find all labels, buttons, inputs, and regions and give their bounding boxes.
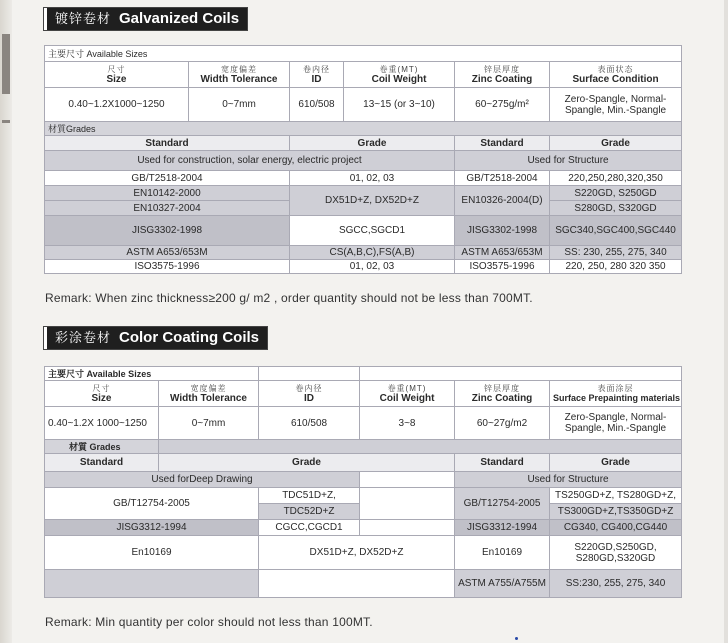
cell-standard: En10169	[45, 536, 259, 570]
cell-size: 0.40~1.2X1000~1250	[45, 88, 189, 122]
col-coil-weight: 卷重(MT) Coil Weight	[344, 62, 455, 88]
cell-standard: EN10142-2000	[45, 186, 290, 201]
col-surface: 表面涂层 Surface Prepainting materials	[550, 381, 682, 407]
sizes-label: 主要尺寸 Available Sizes	[45, 367, 259, 381]
cell-grade: 01, 02, 03	[290, 260, 455, 274]
cell-grade-2: S280GD, S320GD	[550, 201, 682, 216]
cell-grade: DX51D+Z, DX52D+Z	[259, 536, 455, 570]
cell-grade: 01, 02, 03	[290, 171, 455, 186]
col-id: 卷内径 ID	[259, 381, 360, 407]
col-standard: Standard	[45, 454, 159, 472]
col-zinc-coating: 锌层厚度 Zinc Coating	[455, 381, 550, 407]
cell-grade: TDC51D+Z,	[259, 488, 360, 504]
title-cn: 镀锌卷材	[55, 12, 112, 27]
col-grade-2: Grade	[550, 454, 682, 472]
blank-cell	[360, 367, 682, 381]
color-section-title	[44, 327, 267, 349]
cell-coil-weight: 3~8	[360, 407, 455, 440]
grades-label: 材質Grades	[45, 122, 682, 136]
col-zinc-coating: 锌层厚度 Zinc Coating	[455, 62, 550, 88]
col-size: 尺寸 Size	[45, 62, 189, 88]
cell-id: 610/508	[259, 407, 360, 440]
usage-left: Used for construction, solar energy, electric project	[45, 151, 455, 171]
cell-width-tolerance: 0~7mm	[189, 88, 290, 122]
grade-row	[45, 520, 682, 536]
cell-grade-2: TS300GD+Z,TS350GD+Z	[550, 504, 682, 520]
cell-standard-2: ISO3575-1996	[455, 260, 550, 274]
cell-standard-2: GB/T2518-2004	[455, 171, 550, 186]
galvanized-table	[44, 45, 682, 274]
cell-standard: JISG3312-1994	[45, 520, 259, 536]
blank-cell	[259, 367, 360, 381]
cell-grade-2: S220GD, S250GD	[550, 186, 682, 201]
cell-standard-2: JISG3302-1998	[455, 216, 550, 246]
cell-width-tolerance: 0~7mm	[159, 407, 259, 440]
col-grade-2: Grade	[550, 136, 682, 151]
page-edge-strip	[0, 0, 12, 643]
cell-size: 0.40~1.2X 1000~1250	[45, 407, 159, 440]
col-standard-2: Standard	[455, 454, 550, 472]
blank-cell	[259, 570, 455, 598]
grade-row	[45, 260, 682, 274]
col-standard-2: Standard	[455, 136, 550, 151]
cell-standard-2: GB/T12754-2005	[455, 488, 550, 520]
color-remark: Remark: Min quantity per color should not less than 100MT.	[45, 615, 373, 629]
galvanized-section-title	[44, 8, 247, 30]
cell-id: 610/508	[290, 88, 344, 122]
grades-label: 材質 Grades	[45, 440, 159, 454]
usage-row	[45, 151, 682, 171]
cell-grade-2: SS:230, 255, 275, 340	[550, 570, 682, 598]
blank-cell	[45, 570, 259, 598]
cell-standard: ASTM A653/653M	[45, 246, 290, 260]
grade-row	[45, 536, 682, 570]
cell-standard-2: En10169	[455, 536, 550, 570]
cell-zinc-coating: 60~27g/m2	[455, 407, 550, 440]
col-id: 卷内径 ID	[290, 62, 344, 88]
edge-mark	[2, 120, 10, 123]
cell-standard-2: ASTM A755/A755M	[455, 570, 550, 598]
col-coil-weight: 卷重(MT) Coil Weight	[360, 381, 455, 407]
col-surface: 表面状态 Surface Condition	[550, 62, 682, 88]
cell-grade-2: SGC340,SGC400,SGC440	[550, 216, 682, 246]
size-data-row	[45, 88, 682, 122]
grade-row	[45, 570, 682, 598]
usage-left: Used forDeep Drawing	[45, 472, 360, 488]
cell-grade-2: S220GD,S250GD, S280GD,S320GD	[550, 536, 682, 570]
grade-row	[45, 488, 682, 504]
cell-grade-2: 220, 250, 280 320 350	[550, 260, 682, 274]
col-size: 尺寸 Size	[45, 381, 159, 407]
col-grade: Grade	[290, 136, 455, 151]
cell-standard-2: JISG3312-1994	[455, 520, 550, 536]
cell-grade-2: TS250GD+Z, TS280GD+Z,	[550, 488, 682, 504]
grade-row	[45, 186, 682, 201]
cell-standard: JISG3302-1998	[45, 216, 290, 246]
size-data-row	[45, 407, 682, 440]
grade-header-row	[45, 454, 682, 472]
cell-standard: ISO3575-1996	[45, 260, 290, 274]
cell-grade-2: SS: 230, 255, 275, 340	[550, 246, 682, 260]
cell-coil-weight: 13~15 (or 3~10)	[344, 88, 455, 122]
grade-row	[45, 216, 682, 246]
col-standard: Standard	[45, 136, 290, 151]
blank-cell	[360, 520, 455, 536]
ink-speck	[515, 637, 518, 640]
color-table	[44, 366, 682, 598]
cell-standard: GB/T12754-2005	[45, 488, 259, 520]
cell-grade-2: 220,250,280,320,350	[550, 171, 682, 186]
cell-standard-2: ASTM A653/653M	[455, 246, 550, 260]
cell-grade: TDC52D+Z	[259, 504, 360, 520]
col-width-tolerance: 宽度偏差 Width Tolerance	[189, 62, 290, 88]
cell-grade-2: CG340, CG400,CG440	[550, 520, 682, 536]
cell-surface: Zero-Spangle, Normal-Spangle, Min.-Spangle	[550, 88, 682, 122]
cell-standard: EN10327-2004	[45, 201, 290, 216]
size-header-row	[45, 62, 682, 88]
col-grade: Grade	[159, 454, 455, 472]
usage-right: Used for Structure	[455, 151, 682, 171]
galvanized-remark: Remark: When zinc thickness≥200 g/ m2 , order quantity should not be less than 700MT.	[45, 291, 533, 305]
title-en: Galvanized Coils	[119, 10, 240, 27]
cell-surface: Zero-Spangle, Normal-Spangle, Min.-Spangle	[550, 407, 682, 440]
blank-cell	[360, 488, 455, 520]
cell-standard-2: EN10326-2004(D)	[455, 186, 550, 216]
grade-row	[45, 246, 682, 260]
cell-standard: GB/T2518-2004	[45, 171, 290, 186]
grade-header-row	[45, 136, 682, 151]
sizes-label: 主要尺寸 Available Sizes	[45, 46, 682, 62]
cell-grade: SGCC,SGCD1	[290, 216, 455, 246]
usage-right: Used for Structure	[455, 472, 682, 488]
title-cn: 彩涂卷材	[55, 331, 112, 346]
blank-cell	[159, 440, 682, 454]
usage-row	[45, 472, 682, 488]
grade-row	[45, 171, 682, 186]
size-header-row	[45, 381, 682, 407]
page-edge-right	[724, 0, 728, 643]
blank-cell	[360, 472, 455, 488]
title-en: Color Coating Coils	[119, 329, 260, 346]
cell-grade: CS(A,B,C),FS(A,B)	[290, 246, 455, 260]
cell-grade: CGCC,CGCD1	[259, 520, 360, 536]
edge-mark	[2, 34, 10, 94]
cell-grade: DX51D+Z, DX52D+Z	[290, 186, 455, 216]
cell-zinc-coating: 60~275g/m²	[455, 88, 550, 122]
col-width-tolerance: 宽度偏差 Width Tolerance	[159, 381, 259, 407]
